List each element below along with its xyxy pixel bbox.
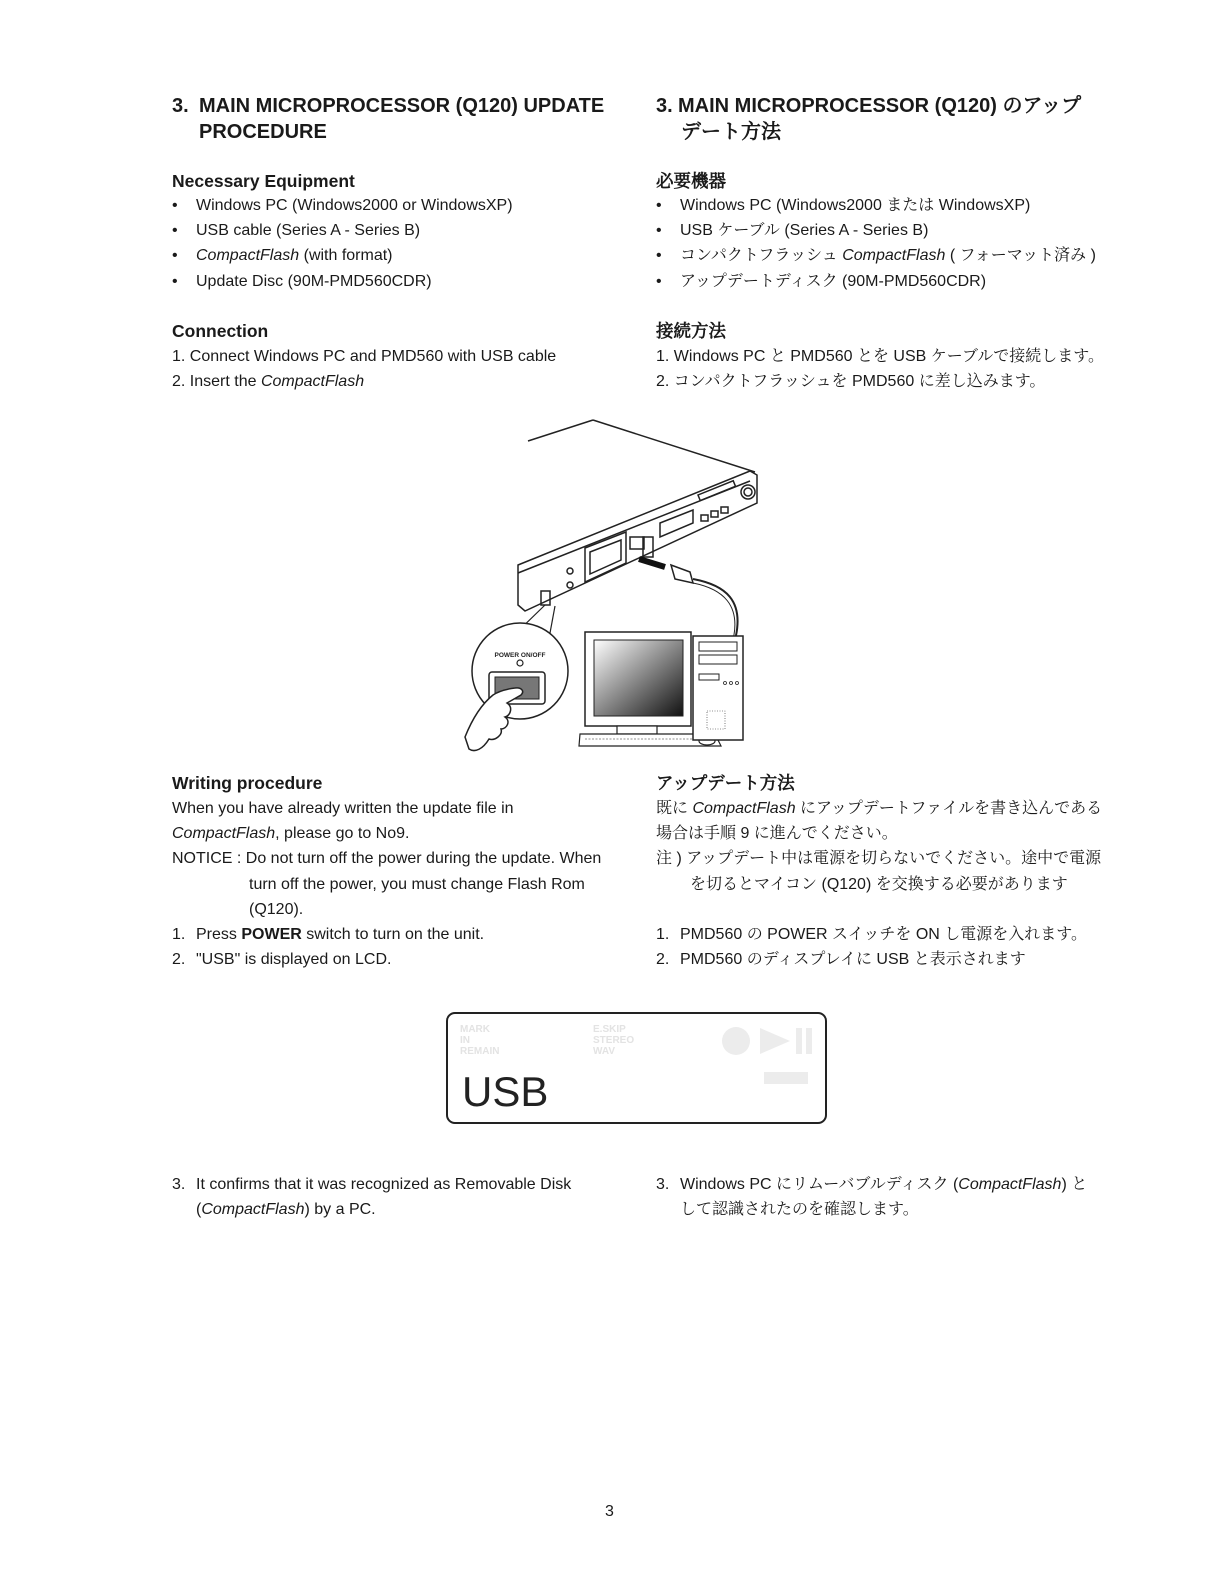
- left-connection-step2: 2. Insert the CompactFlash: [172, 373, 365, 391]
- list-item: 1. Press POWER switch to turn on the unit.: [172, 926, 485, 944]
- left-title-number: 3.: [172, 95, 189, 117]
- left-equipment-section: [172, 170, 627, 294]
- right-equipment-section: [656, 170, 1116, 294]
- right-writing-heading: アップデート方法: [656, 773, 795, 793]
- right-equipment-heading: 必要機器: [656, 171, 726, 191]
- right-step3: [656, 1172, 1101, 1222]
- list-item: 3. It confirms that it was recognized as Removable Disk (CompactFlash) by a PC.: [172, 1176, 572, 1219]
- right-connection-heading: 接続方法: [656, 321, 726, 341]
- list-item: • USB cable (Series A - Series B): [172, 222, 421, 240]
- list-item: • Update Disc (90M-PMD560CDR): [172, 272, 432, 290]
- list-item: • CompactFlash (with format): [172, 247, 393, 265]
- left-equipment-heading: Necessary Equipment: [172, 171, 355, 191]
- connection-illustration: [455, 415, 775, 755]
- page-number: 3: [605, 1503, 614, 1520]
- list-item: 1. PMD560 の POWER スイッチを ON し電源を入れます。: [656, 925, 1088, 943]
- right-notice: 注 ) アップデート中は電源を切らないでください。途中で電源を切るとマイコン (Q120) を交換する必要があります: [656, 850, 1102, 893]
- list-item: 3. Windows PC にリムーバブルディスク (CompactFlash) として認識されたのを確認します。: [656, 1176, 1088, 1219]
- left-writing-section: [172, 772, 627, 972]
- left-writing-heading: Writing procedure: [172, 773, 323, 793]
- right-connection-section: [656, 320, 1116, 394]
- lcd-faint-icons: [718, 1026, 818, 1088]
- list-item: • コンパクトフラッシュ CompactFlash ( フォーマット済み ): [656, 247, 1096, 265]
- usb-cable: [639, 559, 738, 640]
- right-title-number: 3.: [656, 95, 673, 117]
- pc-tower: [693, 636, 743, 740]
- right-title-line1: MAIN MICROPROCESSOR (Q120) のアップ: [678, 95, 1082, 117]
- power-label: POWER ON/OFF: [494, 652, 546, 659]
- left-connection-step1: 1. Connect Windows PC and PMD560 with USB cable: [172, 348, 557, 365]
- right-writing-section: [656, 772, 1106, 972]
- pause-icon: [796, 1028, 802, 1054]
- list-item: • Windows PC (Windows2000 or WindowsXP): [172, 197, 513, 214]
- lcd-faint-mark: MARK: [460, 1024, 490, 1035]
- right-steps: [656, 922, 1106, 972]
- lcd-faint-wav: WAV: [593, 1046, 616, 1057]
- power-callout: [465, 605, 568, 751]
- lcd-text: USB: [462, 1068, 549, 1115]
- list-item: • アップデートディスク (90M-PMD560CDR): [656, 272, 987, 290]
- lcd-faint-eskip: E.SKIP: [593, 1024, 626, 1035]
- list-item: 2. "USB" is displayed on LCD.: [172, 951, 392, 969]
- left-connection-section: [172, 320, 627, 394]
- play-icon: [760, 1028, 790, 1054]
- list-item: • Windows PC (Windows2000 または WindowsXP): [656, 197, 1031, 214]
- lcd-faint-remain: REMAIN: [460, 1046, 500, 1057]
- left-title-line2: PROCEDURE: [199, 121, 327, 143]
- list-item: 2. PMD560 のディスプレイに USB と表示されます: [656, 951, 1026, 969]
- lcd-faint-in: IN: [460, 1035, 470, 1046]
- left-title: [172, 93, 627, 145]
- list-item: • USB ケーブル (Series A - Series B): [656, 222, 929, 240]
- right-connection-step2: 2. コンパクトフラッシュを PMD560 に差し込みます。: [656, 373, 1046, 391]
- left-equipment-list: [172, 193, 627, 294]
- pmd560-unit: [518, 420, 757, 611]
- lcd-faint-stereo: STEREO: [593, 1035, 635, 1046]
- lcd-display: [446, 1012, 827, 1124]
- left-connection-heading: Connection: [172, 321, 269, 341]
- right-equipment-list: [656, 193, 1116, 294]
- right-title: [656, 93, 1116, 145]
- right-writing-intro: 既に CompactFlash にアップデートファイルを書き込んである場合は手順 9 に進んでください。: [656, 800, 1103, 843]
- left-steps: [172, 922, 627, 972]
- left-step3: [172, 1172, 627, 1222]
- right-connection-step1: 1. Windows PC と PMD560 とを USB ケーブルで接続します。: [656, 348, 1105, 365]
- left-notice: NOTICE : Do not turn off the power during the update. When turn off the power, you must change Flash Rom (Q120).: [172, 850, 602, 918]
- right-title-line2: デート方法: [681, 121, 781, 143]
- left-writing-intro: When you have already written the update file in CompactFlash, please go to No9.: [172, 800, 514, 843]
- left-title-line1: MAIN MICROPROCESSOR (Q120) UPDATE: [199, 95, 605, 117]
